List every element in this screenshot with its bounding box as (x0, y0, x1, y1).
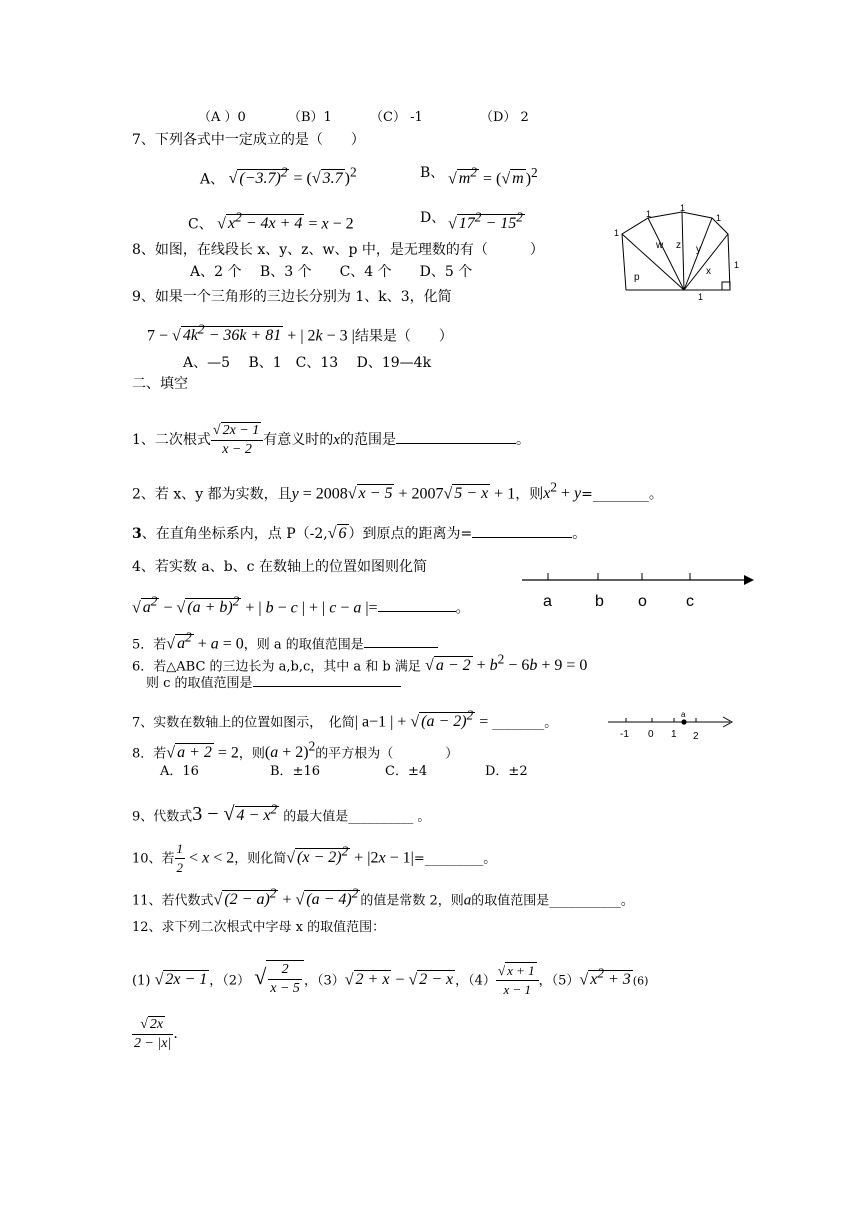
f7-line (132, 706, 557, 733)
f9-expr: 3 − √ $4 - x^2$ (192, 802, 278, 826)
f10-mid: ，则化简 (234, 851, 287, 867)
nl2-tick-0: 0 (648, 729, 654, 740)
f5-pre: 5．若 (132, 637, 167, 653)
f8-expr: √ a + 2 = 2 (166, 744, 239, 762)
q7-option-d-expr: √ $17^2 - 15^2$ (448, 210, 523, 233)
f11-mid: 的值是常数 2，则 (360, 893, 464, 909)
f10-expr: √ $(x - 2)^2 + |2x - 1|$ (286, 844, 414, 867)
f5-blank[interactable] (364, 647, 438, 648)
f11-post: 的取值范围是 (471, 893, 550, 909)
fig-label-1f: 1 (698, 292, 704, 302)
f3-post: ）到原点的距离为= (348, 526, 473, 542)
f6-pre: 6．若△ABC 的三边长为 a,b,c，其中 a 和 b 满足 (132, 659, 421, 675)
fig-label-w: w (656, 240, 664, 251)
f8-option-b: B．±16 (270, 764, 320, 779)
f8-pre: 8．若 (132, 746, 167, 762)
q7-stem: 7、下列各式中一定成立的是（ ） (132, 132, 365, 148)
f10-end: =_________。 (413, 851, 497, 867)
f6-blank[interactable] (253, 686, 401, 687)
f4-end: 。 (455, 600, 470, 617)
f11-pre: 11、若代数式 (132, 893, 214, 909)
q9-tail: 结果是（ ） (354, 328, 453, 345)
f12-e1: √ 2x − 1 (154, 971, 208, 989)
f8-mid: ，则 (238, 746, 265, 762)
q8-stem: 8、如图，在线段长 x、y、z、w、p 中，是无理数的有（ ） (132, 242, 544, 258)
q7-option-d-label: D、 (420, 210, 446, 226)
nl1-label-b: b (595, 593, 604, 610)
f11-expr: √ $(2 - a)^2$ + √ $(a - 4)^2$ (213, 886, 359, 909)
f9-post: 的最大值是__________ 。 (283, 809, 431, 825)
fig-label-z: z (676, 240, 681, 251)
f12-i3: （3） (316, 973, 345, 989)
fig-label-x: x (706, 266, 711, 277)
f10-fraction: $\frac{1}{2}$ (176, 841, 184, 876)
q8-options: A、2 个 B、3 个 C、4 个 D、5 个 (190, 264, 473, 280)
f8-options (160, 762, 528, 782)
f10-line (132, 830, 496, 881)
f4-blank[interactable] (378, 611, 456, 612)
q6-option-d: （D） 2 (480, 110, 529, 125)
q7-option-a-expr: √ $(-3.7)^2$ = (√ 3.7 )$^2$ (228, 165, 357, 188)
f1-fraction: $\frac{√ 2x - 1}{x - 2}$ (211, 422, 263, 459)
f3-sqrt: √ 6 (327, 525, 347, 542)
f9-line (132, 800, 430, 827)
f10-pre: 10、若 (132, 851, 175, 867)
q9-options: A、—5 B、1 C、13 D、19—4k (183, 355, 432, 371)
f12-i4: （4） (468, 973, 496, 989)
f4-expr (132, 592, 470, 618)
f11-line (132, 884, 634, 911)
f1-end: 。 (515, 432, 530, 448)
q6-option-c: （C） -1 (370, 110, 423, 125)
f5-expr: √ $a^2 + a = 0$ (166, 630, 244, 653)
f12-i5: （5） (551, 973, 580, 989)
section-title: 二、填空 (132, 376, 188, 392)
nl2-point-label: a (681, 710, 686, 719)
fig-label-1d: 1 (716, 213, 722, 223)
f8-option-c: C．±4 (385, 764, 428, 779)
f4-formula: √ $a^2$ − √ $(a + b)^2$ + | b − c | + | c − a |= (132, 594, 378, 617)
q7-option-b-label: B、 (420, 165, 445, 181)
f11-var: a (463, 892, 472, 909)
f5-post: ，则 a 的取值范围是 (243, 637, 364, 653)
f8-option-d: D．±2 (485, 764, 528, 779)
f1-var: x (333, 432, 340, 448)
f12-e5: √ $x^2 + 3$ (579, 966, 631, 989)
f12-e2: √ $\frac{2}{x - 5}$ (254, 964, 304, 989)
number-line-1 (518, 568, 758, 612)
f9-pre: 9、代数式 (132, 809, 193, 825)
f10-ineq: < x < 2 (185, 849, 235, 867)
q8-figure (612, 204, 762, 304)
f2-mid: ，则 (515, 486, 544, 503)
f6-line2-text: 则 c 的取值范围是 (146, 676, 253, 691)
f12-e4: $\frac{√ x + 1}{x - 1}$ (496, 962, 539, 999)
f2-target: $x^2 + y$ (543, 480, 582, 503)
q9-formula: 7 − √ $4k^2 - 36k + 81$ + | 2k − 3 | (147, 322, 355, 345)
q7-option-c-expr: √ $x^2 - 4x + 4 = x - 2$ (217, 210, 354, 233)
f8-line (132, 737, 458, 764)
f1-mid: 有意义时的 (263, 432, 334, 448)
f3-end: 。 (572, 526, 587, 542)
nl1-label-c: c (686, 593, 694, 610)
f3-pre: 、在直角坐标系内，点 P（-2, (141, 526, 328, 542)
q7-option-c-label: C、 (188, 216, 213, 233)
f7-end: ________。 (492, 715, 558, 731)
f1-post: 的范围是 (339, 432, 396, 448)
nl1-label-a: a (543, 593, 552, 610)
f11-end: ___________。 (549, 893, 634, 909)
f8-option-a: A．16 (160, 764, 199, 779)
f2-pre: 2、若 x、y 都为实数，且 (132, 486, 292, 503)
f1-pre: 1、二次根式 (132, 432, 211, 448)
q7-row2 (188, 208, 523, 234)
f12-item6: $\frac{√ 2x}{2 - |x|}$ . (134, 1016, 178, 1051)
f8-target: $(a + 2)^2$ (264, 739, 316, 762)
f6-line2 (146, 674, 401, 694)
fig-label-1b: 1 (646, 209, 652, 219)
q6-option-b: （B）1 (288, 110, 332, 125)
f12-i1: (1) (132, 973, 151, 989)
number-line-2 (606, 706, 738, 746)
fig-label-1c: 1 (680, 204, 686, 213)
f4-stem: 4、若实数 a、b、c 在数轴上的位置如图则化简 (132, 559, 427, 575)
q9-stem: 9、如果一个三角形的三边长分别为 1、k、3，化简 (132, 289, 452, 305)
fig-label-p: p (634, 272, 640, 283)
nl2-tick-2: 2 (693, 731, 699, 742)
q6-option-a: （A ）0 (198, 110, 246, 125)
nl2-tick-neg1: -1 (620, 729, 629, 740)
q7-option-a-label: A、 (200, 171, 225, 188)
nl1-label-o: o (638, 593, 647, 610)
f6-expr: √ $a - 2 + b^2 - 6b + 9 = 0$ (425, 652, 588, 675)
f3-num: 3 (132, 526, 142, 542)
f12-items: (1) √ 2x − 1 ，（2） √ $\frac{2}{x - 5}$ ，（3）√ 2 + x − √ 2 − x ，（4） $\frac{√ x + 1}{x - 1}$ ，（5）√ $x^2 + 3$ (6) (132, 962, 649, 998)
f1-line (132, 418, 530, 462)
q9-expr (147, 320, 453, 346)
f2-end: =________。 (581, 486, 663, 503)
fig-label-1e: 1 (734, 260, 740, 270)
f3-line (132, 524, 586, 544)
q6-options (198, 108, 529, 128)
f12-e3: √ 2 + x − √ 2 − x (344, 971, 454, 989)
f1-blank[interactable] (396, 443, 516, 444)
fig-label-1a: 1 (614, 228, 620, 238)
f12-stem: 12、求下列二次根式中字母 x 的取值范围： (132, 920, 386, 935)
f3-blank[interactable] (472, 537, 572, 538)
q7-option-b-expr: √ $m^2$ = (√ m )$^2$ (448, 165, 538, 188)
f7-expr: | a−1 | + √ $(a - 2)^2$ = (354, 708, 493, 731)
nl2-tick-1: 1 (671, 729, 677, 740)
f8-post: 的平方根为（ ） (315, 746, 459, 762)
f2-line (132, 478, 663, 504)
f7-pre: 7、实数在数轴上的位置如图示， 化简 (132, 715, 355, 731)
f2-expr: y = 2008√ x − 5 + 2007√ 5 − x + 1 (291, 485, 516, 503)
q7-row1 (200, 163, 538, 189)
fig-label-y: y (696, 244, 701, 255)
f12-e6: $\frac{√ 2x}{2 - |x|}$ (134, 1016, 172, 1051)
f12-i2: （2） (222, 973, 251, 989)
f12-i6: (6) (632, 974, 649, 988)
